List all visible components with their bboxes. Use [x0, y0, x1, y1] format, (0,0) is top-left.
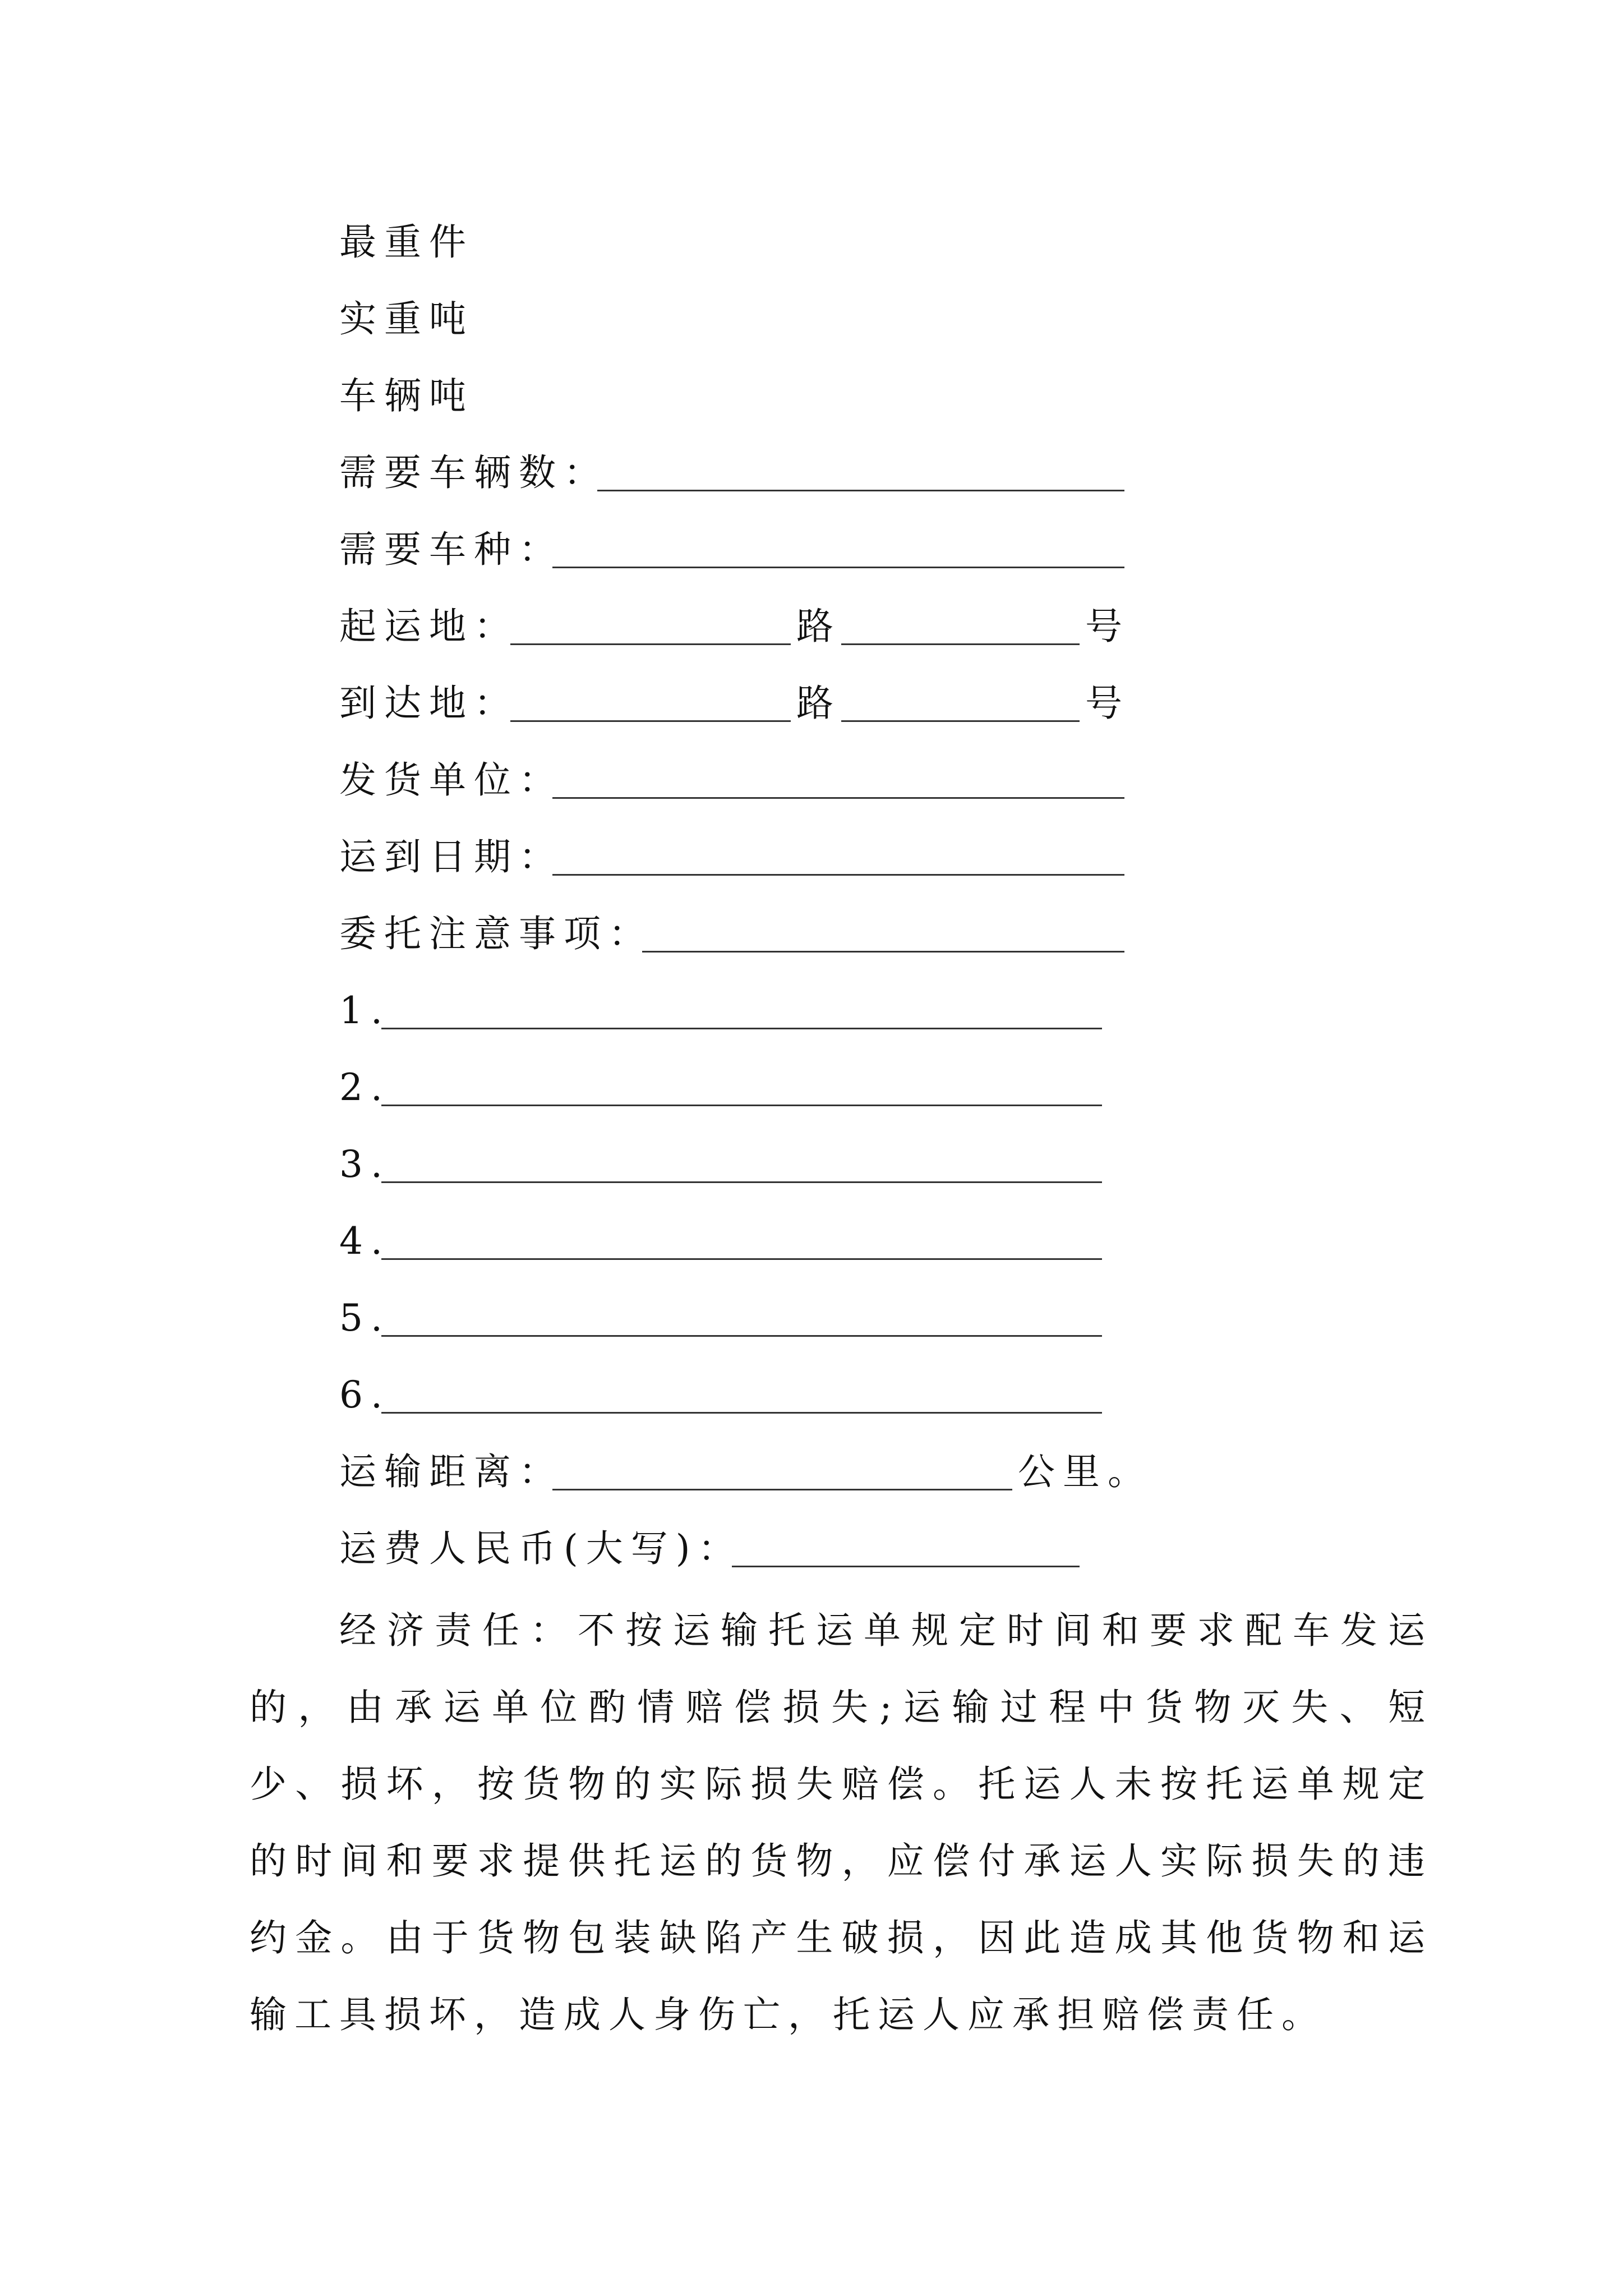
origin-road-blank[interactable] — [510, 643, 791, 645]
vehicle-type-blank[interactable] — [552, 567, 1124, 568]
origin-label: 起运地： — [339, 605, 519, 648]
note-item-number: 3. — [339, 1143, 390, 1186]
destination-label: 到达地： — [339, 682, 519, 725]
note-item — [339, 1285, 1102, 1352]
shipper-blank[interactable] — [552, 797, 1124, 799]
note-item — [339, 1208, 1102, 1275]
origin-number-blank[interactable] — [841, 643, 1080, 645]
destination-number-label: 号 — [1085, 682, 1130, 725]
vehicles-needed-row — [339, 439, 1124, 507]
note-item-blank[interactable] — [381, 1335, 1102, 1337]
actual-weight-label: 实重吨 — [339, 297, 474, 341]
note-item-blank[interactable] — [381, 1028, 1102, 1029]
arrival-date-blank[interactable] — [552, 874, 1124, 876]
distance-row — [339, 1438, 1181, 1506]
freight-blank[interactable] — [732, 1566, 1080, 1567]
distance-unit: 公里。 — [1018, 1450, 1152, 1493]
note-item-number: 1. — [339, 989, 390, 1032]
note-item — [339, 977, 1102, 1045]
shipper-label: 发货单位： — [339, 758, 564, 802]
note-item-number: 6. — [339, 1373, 390, 1416]
destination-road-blank[interactable] — [510, 720, 791, 722]
destination-road-label: 路 — [796, 682, 841, 725]
freight-row — [339, 1515, 1124, 1582]
note-item-blank[interactable] — [381, 1105, 1102, 1106]
shipper-row — [339, 747, 1124, 814]
distance-label: 运输距离： — [339, 1450, 564, 1493]
note-item-blank[interactable] — [381, 1258, 1102, 1260]
destination-number-blank[interactable] — [841, 720, 1080, 722]
note-item — [339, 1054, 1102, 1121]
origin-road-label: 路 — [796, 605, 841, 648]
heaviest-piece-label: 最重件 — [339, 220, 474, 264]
note-item-number: 5. — [339, 1296, 390, 1340]
vehicle-tonnage-label: 车辆吨 — [339, 374, 474, 417]
freight-label: 运费人民币(大写)： — [339, 1527, 743, 1570]
note-item-blank[interactable] — [381, 1412, 1102, 1414]
vehicle-type-label: 需要车种： — [339, 528, 564, 571]
destination-row — [339, 670, 1130, 737]
origin-number-label: 号 — [1085, 605, 1130, 648]
note-item-number: 4. — [339, 1220, 390, 1263]
origin-row — [339, 593, 1130, 660]
arrival-date-row — [339, 823, 1124, 891]
notes-label: 委托注意事项： — [339, 912, 653, 955]
notes-blank[interactable] — [642, 951, 1124, 953]
note-item — [339, 1361, 1102, 1429]
notes-row — [339, 900, 1124, 968]
note-item — [339, 1131, 1102, 1198]
liability-paragraph: 经济责任：不按运输托运单规定时间和要求配车发运的，由承运单位酌情赔偿损失;运输过程中货物灭失、短少、损坏，按货物的实际损失赔偿。托运人未按托运单规定的时间和要求提供托运的货物，应偿付承运人实际损失的违约金。由于货物包装缺陷产生破损，因此造成其他货物和运输工具损坏，造成人身伤亡，托运人应承担赔偿责任。 — [250, 1609, 1433, 2036]
vehicles-needed-label: 需要车辆数： — [339, 451, 608, 494]
arrival-date-label: 运到日期： — [339, 835, 564, 878]
vehicles-needed-blank[interactable] — [597, 490, 1124, 491]
distance-blank[interactable] — [552, 1489, 1012, 1490]
vehicle-type-row — [339, 516, 1124, 583]
note-item-blank[interactable] — [381, 1181, 1102, 1183]
note-item-number: 2. — [339, 1066, 390, 1109]
